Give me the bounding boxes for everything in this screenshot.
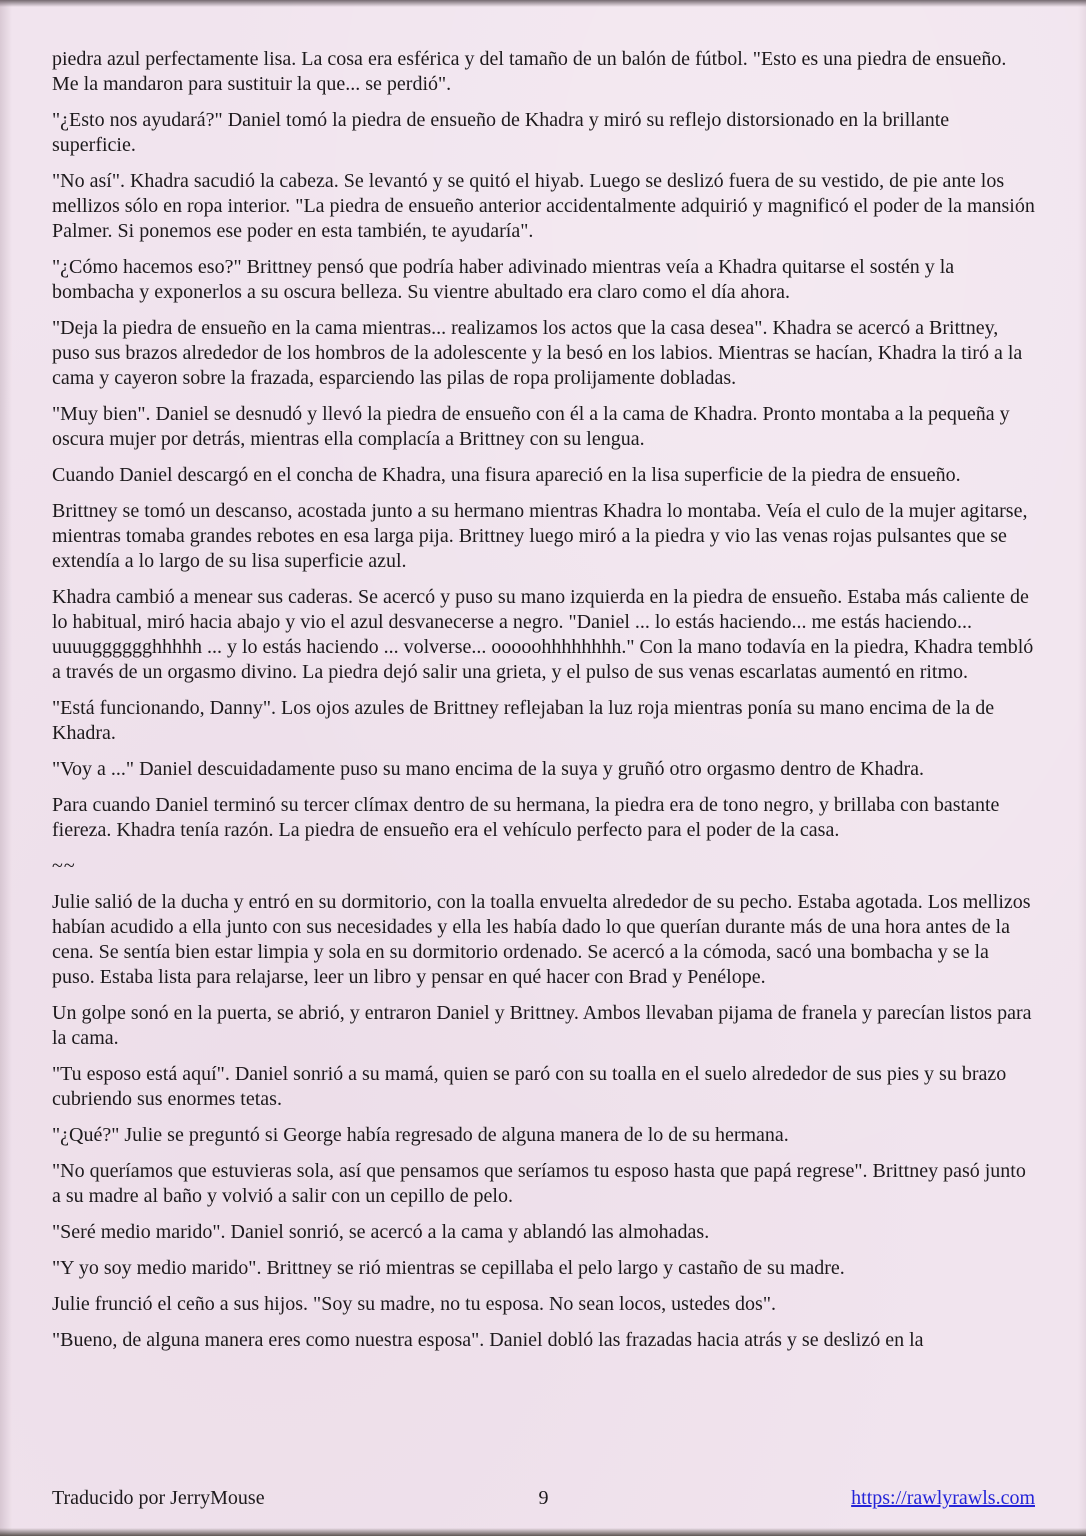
paragraph: piedra azul perfectamente lisa. La cosa era esférica y del tamaño de un balón de fútbol. "Esto es una piedra de ensueño. Me la mandaron para sustituir la que... se perdió".	[52, 48, 1012, 95]
paragraph: "Muy bien". Daniel se desnudó y llevó la piedra de ensueño con él a la cama de Khadra. Pronto montaba a la pequeña y oscura mujer por detrás, mientras ella complacía a Brittney con su lengua.	[52, 403, 1015, 450]
paragraph: "Voy a ..." Daniel descuidadamente puso su mano encima de la suya y gruñó otro orgasmo dentro de Khadra.	[52, 758, 925, 780]
paragraph: "No queríamos que estuvieras sola, así que pensamos que seríamos tu esposo hasta que papá regrese". Brittney pasó junto a su madre al baño y volvió a salir con un cepillo de pelo.	[52, 1160, 1031, 1207]
paragraph: "¿Qué?" Julie se preguntó si George había regresado de alguna manera de lo de su hermana.	[52, 1124, 789, 1146]
paragraph: "No así". Khadra sacudió la cabeza. Se levantó y se quitó el hiyab. Luego se deslizó fuera de su vestido, de pie ante los mellizos sólo en ropa interior. "La piedra de ensueño anterior accidentalmente adquirió y magnificó el poder de la mansión Palmer. Si ponemos ese poder en esta también, te ayudaría".	[52, 170, 1040, 242]
paragraph: "Bueno, de alguna manera eres como nuestra esposa". Daniel dobló las frazadas hacia atrás y se deslizó en la	[52, 1329, 924, 1351]
paragraph: "Y yo soy medio marido". Brittney se rió mientras se cepillaba el pelo largo y castaño de su madre.	[52, 1257, 845, 1279]
paragraph: "Deja la piedra de ensueño en la cama mientras... realizamos los actos que la casa desea". Khadra se acercó a Brittney, puso sus brazos alrededor de los hombros de la adolescente y la besó en los labios. Mientras se hacían, Khadra la tiró a la cama y cayeron sobre la frazada, esparciendo las pilas de ropa prolijamente dobladas.	[52, 317, 1028, 389]
paragraph: Para cuando Daniel terminó su tercer clímax dentro de su hermana, la piedra era de tono negro, y brillaba con bastante fiereza. Khadra tenía razón. La piedra de ensueño era el vehículo perfecto para el poder de la casa.	[52, 794, 1005, 841]
paragraph: "¿Cómo hacemos eso?" Brittney pensó que podría haber adivinado mientras veía a Khadra quitarse el sostén y la bombacha y exponerlos a su oscura belleza. Su vientre abultado era claro como el día ahora.	[52, 256, 960, 303]
translator-credit: Traducido por JerryMouse	[52, 1487, 265, 1509]
paragraph: Julie salió de la ducha y entró en su dormitorio, con la toalla envuelta alrededor de su pecho. Estaba agotada. Los mellizos habían acudido a ella junto con sus necesidades y ella les había dado lo que querían durante más de una hora antes de la cena. Se sentía bien estar limpia y sola en su dormitorio ordenado. Se acercó a la cómoda, sacó una bombacha y se la puso. Estaba lista para relajarse, leer un libro y pensar en qué hacer con Brad y Penélope.	[52, 891, 1036, 988]
paragraph: Khadra cambió a menear sus caderas. Se acercó y puso su mano izquierda en la piedra de ensueño. Estaba más caliente de lo habitual, miró hacia abajo y vio el azul desvanecerse a negro. "Daniel ... lo estás haciendo... me estás haciendo... uuuugggggghhhhh ... y lo estás haciendo ... volverse... ooooohhhhhhhh." Con la mano todavía en la piedra, Khadra tembló a través de un orgasmo divino. La piedra dejó salir una grieta, y el pulso de sus venas escarlatas aumentó en ritmo.	[52, 586, 1039, 683]
scan-edge-right	[1078, 0, 1086, 1536]
scene-separator: ~~	[52, 855, 76, 877]
paragraph: "¿Esto nos ayudará?" Daniel tomó la piedra de ensueño de Khadra y miró su reflejo distorsionado en la brillante superficie.	[52, 109, 955, 156]
paragraph: Julie frunció el ceño a sus hijos. "Soy su madre, no tu esposa. No sean locos, ustedes dos".	[52, 1293, 776, 1315]
paragraph: Cuando Daniel descargó en el concha de Khadra, una fisura apareció en la lisa superficie de la piedra de ensueño.	[52, 464, 961, 486]
page-number: 9	[538, 1487, 549, 1509]
paragraph: "Está funcionando, Danny". Los ojos azules de Brittney reflejaban la luz roja mientras ponía su mano encima de la de Khadra.	[52, 697, 1000, 744]
paragraph: "Seré medio marido". Daniel sonrió, se acercó a la cama y ablandó las almohadas.	[52, 1221, 710, 1243]
scan-edge-bottom	[0, 1528, 1086, 1536]
paragraph: Un golpe sonó en la puerta, se abrió, y entraron Daniel y Brittney. Ambos llevaban pijama de franela y parecían listos para la cama.	[52, 1002, 1037, 1049]
page-text-body	[52, 47, 1040, 1364]
paragraph: "Tu esposo está aquí". Daniel sonrió a su mamá, quien se paró con su toalla en el suelo alrededor de sus pies y su brazo cubriendo sus enormes tetas.	[52, 1063, 1012, 1110]
rawlyrawls-link[interactable]: https://rawlyrawls.com	[851, 1487, 1035, 1509]
paragraph: Brittney se tomó un descanso, acostada junto a su hermano mientras Khadra lo montaba. Veía el culo de la mujer agitarse, mientras tomaba grandes rebotes en esa larga pija. Brittney luego miró a la piedra y vio las venas rojas pulsantes que se extendía a lo largo de su lisa superficie azul.	[52, 500, 1033, 572]
scan-edge-top	[0, 0, 1086, 7]
page-footer	[52, 1486, 1035, 1512]
scan-edge-left	[0, 0, 12, 1536]
